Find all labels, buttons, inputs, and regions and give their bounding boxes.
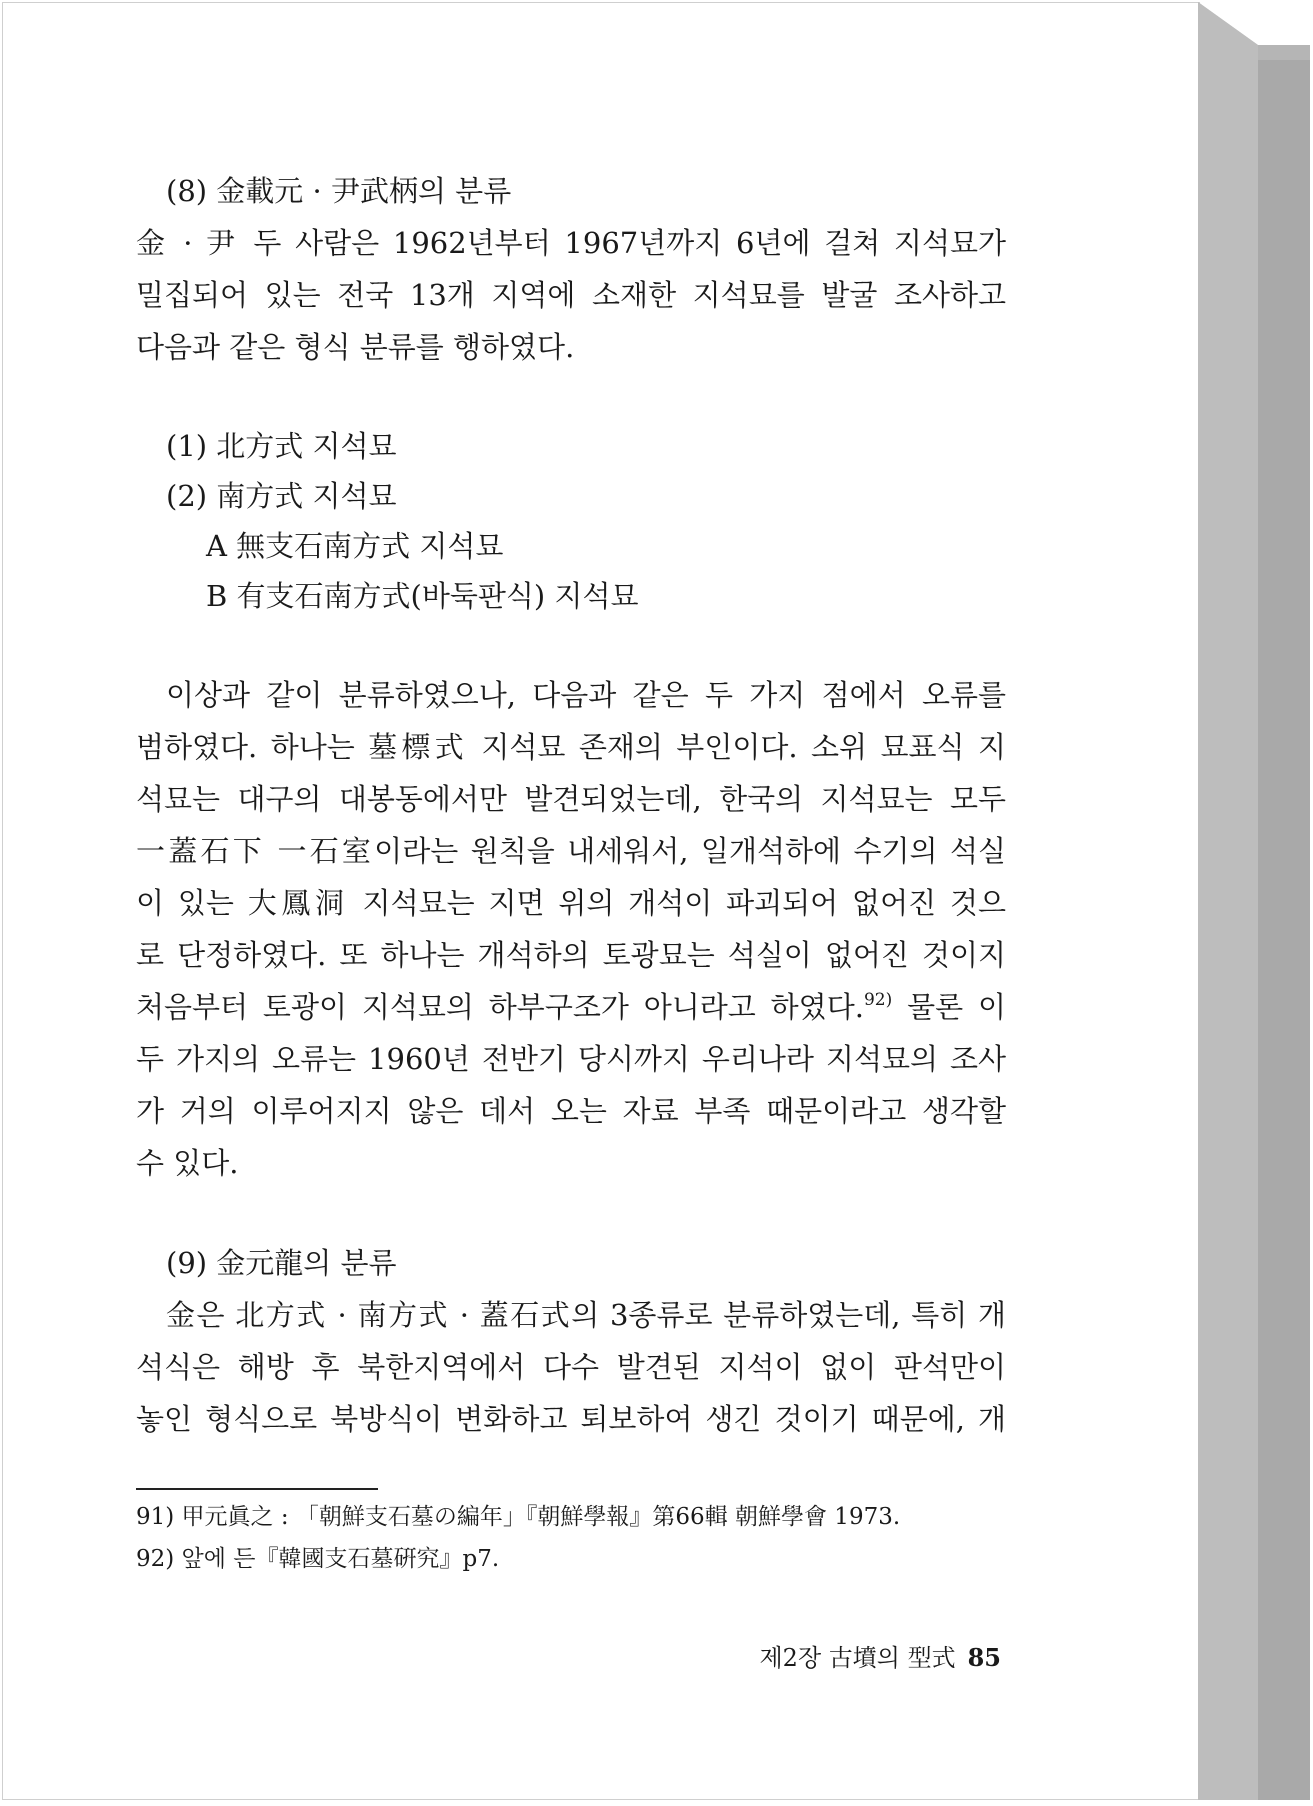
text-line: 이상과 같이 분류하였으나, 다음과 같은 두 가지 점에서 오류를	[166, 678, 1006, 712]
text-line: 두 가지의 오류는 1960년 전반기 당시까지 우리나라 지석묘의 조사	[136, 1042, 1006, 1076]
text-line: 놓인 형식으로 북방식이 변화하고 퇴보하여 생긴 것이기 때문에, 개	[136, 1402, 1006, 1436]
classification-list	[136, 421, 1006, 621]
text-line: 一蓋石下 一石室이라는 원칙을 내세워서, 일개석하에 수기의 석실	[136, 834, 1006, 868]
text-line: 金은 北方式 · 南方式 · 蓋石式의 3종류로 분류하였는데, 특히 개	[166, 1298, 1006, 1332]
section-8-intro	[136, 217, 1006, 373]
list-item: (2) 南方式 지석묘	[166, 479, 397, 513]
text-fragment: 물론 이	[892, 990, 1006, 1024]
chapter-title: 제2장 古墳의 型式	[759, 1644, 956, 1672]
section-9-heading: (9) 金元龍의 분류	[166, 1246, 397, 1280]
text-fragment: 처음부터 토광이 지석묘의 하부구조가 아니라고 하였다.	[136, 990, 864, 1024]
footnote-91: 91) 甲元眞之 : 「朝鮮支石墓の編年」『朝鮮學報』第66輯 朝鮮學會 1973.	[136, 1504, 901, 1530]
page-number: 85	[967, 1643, 1001, 1672]
text-line: 석묘는 대구의 대봉동에서만 발견되었는데, 한국의 지석묘는 모두	[136, 782, 1006, 816]
footnote-ref-92: 92)	[863, 990, 893, 1010]
page-content	[136, 165, 1006, 1445]
list-item: A 無支石南方式 지석묘	[206, 529, 504, 563]
footnotes	[136, 1496, 1006, 1580]
text-line: 석식은 해방 후 북한지역에서 다수 발견된 지석이 없이 판석만이	[136, 1350, 1006, 1384]
text-line: 밀집되어 있는 전국 13개 지역에 소재한 지석묘를 발굴 조사하고	[136, 278, 1006, 312]
section-9-body	[136, 1289, 1006, 1445]
text-line: 이 있는 大鳳洞 지석묘는 지면 위의 개석이 파괴되어 없어진 것으	[136, 886, 1006, 920]
section-8-critique	[136, 669, 1006, 1189]
footnote-92: 92) 앞에 든『韓國支石墓硏究』p7.	[136, 1546, 500, 1572]
page-stack-edge	[1198, 0, 1313, 1806]
text-line: 다음과 같은 형식 분류를 행하였다.	[136, 330, 575, 364]
text-line: 범하였다. 하나는 墓標式 지석묘 존재의 부인이다. 소위 묘표식 지	[136, 730, 1006, 764]
text-line: 金 · 尹 두 사람은 1962년부터 1967년까지 6년에 걸쳐 지석묘가	[136, 226, 1006, 260]
text-line-with-footnote	[136, 981, 1006, 1033]
list-item: B 有支石南方式(바둑판식) 지석묘	[206, 579, 639, 613]
section-8-heading: (8) 金載元 · 尹武柄의 분류	[166, 174, 512, 208]
text-line: 가 거의 이루어지지 않은 데서 오는 자료 부족 때문이라고 생각할	[136, 1094, 1006, 1128]
list-item: (1) 北方式 지석묘	[166, 429, 397, 463]
text-line: 로 단정하였다. 또 하나는 개석하의 토광묘는 석실이 없어진 것이지	[136, 938, 1006, 972]
footnote-divider	[136, 1488, 378, 1490]
running-footer	[760, 1638, 1002, 1678]
text-line: 수 있다.	[136, 1146, 239, 1180]
